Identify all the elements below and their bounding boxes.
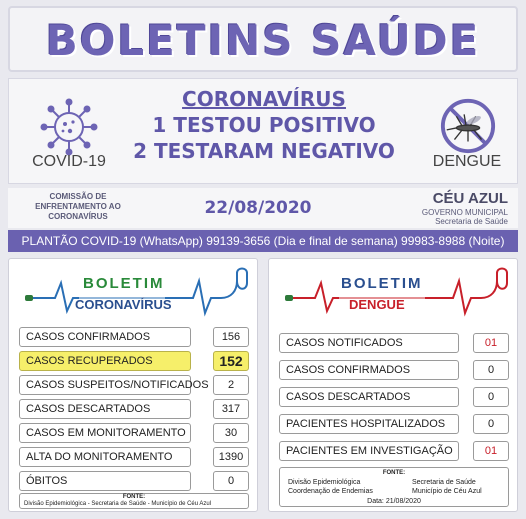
dengue-row-hospitalized	[279, 414, 509, 434]
headline-box	[8, 78, 518, 184]
covid-row-suspected	[19, 375, 249, 395]
row-value: 156	[213, 327, 249, 347]
source-right	[412, 478, 482, 496]
source-right-1: Secretaria de Saúde	[412, 479, 476, 486]
comissao-text: COMISSÃO DE ENFRENTAMENTO AO CORONAVÍRUS	[35, 192, 121, 221]
covid-row-confirmed	[19, 327, 249, 347]
row-value: 01	[473, 333, 509, 353]
covid-panel-subtitle: CORONAVÍRUS	[75, 297, 172, 312]
source-left-2: Coordenação de Endemias	[288, 488, 373, 495]
stethoscope-icon	[275, 263, 513, 321]
row-value: 0	[473, 414, 509, 434]
meta-row	[8, 188, 518, 228]
dengue-row-confirmed	[279, 360, 509, 380]
dengue-panel	[268, 258, 518, 512]
source-left	[288, 478, 373, 496]
page-title: BOLETINS SAÚDE	[45, 16, 481, 65]
row-value: 1390	[213, 447, 249, 467]
city-sub-secretaria: Secretaria de Saúde	[435, 217, 508, 226]
covid-panel-title: BOLETIM	[83, 275, 165, 292]
mosquito-prohibited-icon	[439, 97, 497, 155]
bulletin-date: 22/08/2020	[204, 198, 312, 218]
city-sub-government: GOVERNO MUNICIPAL	[421, 208, 508, 217]
title-banner	[8, 6, 518, 72]
covid-row-discarded	[19, 399, 249, 419]
dengue-row-notified	[279, 333, 509, 353]
dengue-row-discarded	[279, 387, 509, 407]
row-value: 0	[213, 471, 249, 491]
row-label: CASOS NOTIFICADOS	[279, 333, 459, 353]
source-date: Data: 21/08/2020	[367, 498, 421, 505]
dengue-label: DENGUE	[432, 153, 502, 170]
row-value: 30	[213, 423, 249, 443]
dengue-row-investigation	[279, 441, 509, 461]
dengue-panel-subtitle: DENGUE	[349, 297, 405, 312]
row-label: CASOS CONFIRMADOS	[19, 327, 191, 347]
row-label: CASOS SUSPEITOS/NOTIFICADOS	[19, 375, 191, 395]
covid-source-box	[19, 493, 249, 509]
headline-positive: 1 TESTOU POSITIVO	[152, 113, 376, 137]
row-label: ÓBITOS	[19, 471, 191, 491]
covid-row-monitoring	[19, 423, 249, 443]
headline-coronavirus: CORONAVÍRUS	[182, 87, 346, 111]
virus-icon	[39, 97, 99, 157]
plantao-bar: PLANTÃO COVID-19 (WhatsApp) 99139-3656 (Dia e final de semana) 99983-8988 (Noite)	[8, 230, 518, 252]
row-value: 2	[213, 375, 249, 395]
row-label: CASOS CONFIRMADOS	[279, 360, 459, 380]
row-label: CASOS EM MONITORAMENTO	[19, 423, 191, 443]
row-value: 01	[473, 441, 509, 461]
row-value: 0	[473, 360, 509, 380]
row-value: 152	[213, 351, 249, 371]
city-name: CÉU AZUL	[432, 190, 508, 207]
source-title: FONTE:	[382, 470, 406, 476]
row-value: 0	[473, 387, 509, 407]
covid-label: COVID-19	[32, 153, 106, 170]
row-label: CASOS DESCARTADOS	[19, 399, 191, 419]
covid-row-recovered	[19, 351, 249, 371]
source-left-1: Divisão Epidemiológica	[288, 479, 361, 486]
row-label: CASOS DESCARTADOS	[279, 387, 459, 407]
source-title: FONTE:	[122, 494, 146, 500]
row-value: 317	[213, 399, 249, 419]
city-subtitle	[408, 208, 508, 226]
dengue-source-box	[279, 467, 509, 507]
row-label: CASOS RECUPERADOS	[19, 351, 191, 371]
dengue-panel-title: BOLETIM	[341, 275, 423, 292]
row-label: ALTA DO MONITORAMENTO	[19, 447, 191, 467]
covid-row-discharged	[19, 447, 249, 467]
headline-negative: 2 TESTARAM NEGATIVO	[133, 139, 395, 163]
stethoscope-icon	[15, 263, 253, 321]
covid-panel	[8, 258, 258, 512]
source-text: Divisão Epidemiológica - Secretaria de Saúde - Município de Céu Azul	[24, 501, 212, 507]
source-right-2: Município de Céu Azul	[412, 488, 482, 495]
row-label: PACIENTES EM INVESTIGAÇÃO	[279, 441, 459, 461]
row-label: PACIENTES HOSPITALIZADOS	[279, 414, 459, 434]
covid-row-deaths	[19, 471, 249, 491]
